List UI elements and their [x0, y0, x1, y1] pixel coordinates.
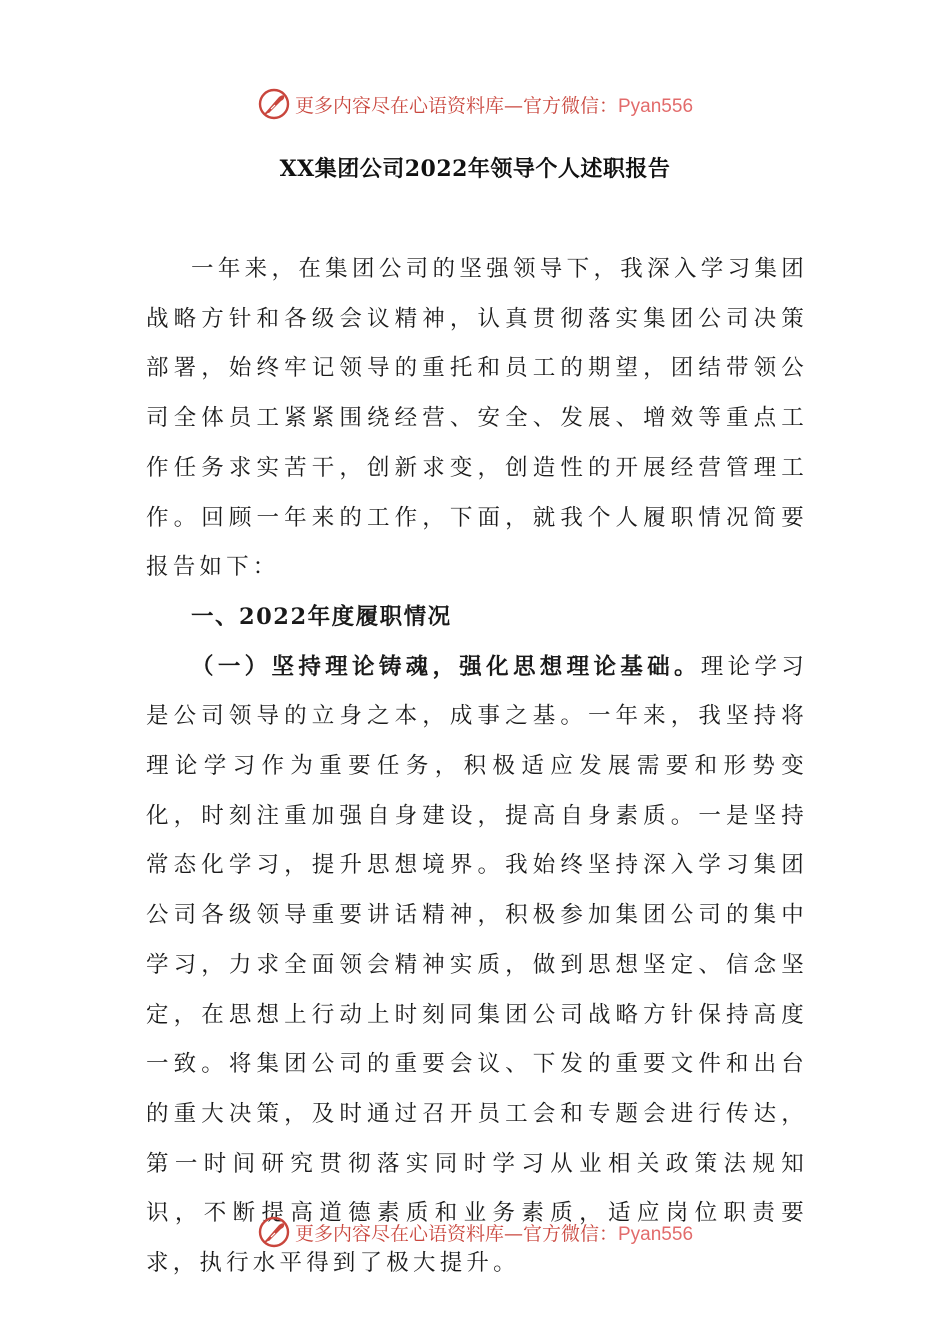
footer-watermark-banner: [0, 1212, 950, 1252]
intro-paragraph: 一年来，在集团公司的坚强领导下，我深入学习集团战略方针和各级会议精神，认真贯彻落实集团公司决策部署，始终牢记领导的重托和员工的期望，团结带领公司全体员工紧紧围绕经营、安全、发展、增效等重点工作任务求实苦干，创新求变，创造性的开展经营管理工作。回顾一年来的工作，下面，就我个人履职情况简要报告如下：: [146, 256, 808, 581]
header-watermark-banner: [0, 84, 950, 124]
document-body: [146, 245, 808, 1289]
subsection-lead: （一）坚持理论铸魂，强化思想理论基础。: [191, 653, 701, 680]
quill-pen-logo-icon: [257, 87, 291, 121]
quill-pen-logo-icon: [257, 1215, 291, 1249]
document-title: XX集团公司2022年领导个人述职报告: [279, 156, 671, 182]
section-1-paragraph-1: [146, 643, 808, 1289]
section-heading-1: 一、2022年度履职情况: [191, 603, 452, 630]
footer-watermark-text: 更多内容尽在心语资料库—官方微信：Pyan556: [294, 1222, 694, 1245]
header-watermark-text: 更多内容尽在心语资料库—官方微信：Pyan556: [294, 94, 694, 117]
subsection-body: 理论学习是公司领导的立身之本，成事之基。一年来，我坚持将理论学习作为重要任务，积极适应发展需要和形势变化，时刻注重加强自身建设，提高自身素质。一是坚持常态化学习，提升思想境界。我始终坚持深入学习集团公司各级领导重要讲话精神，积极参加集团公司的集中学习，力求全面领会精神实质，做到思想坚定、信念坚定，在思想上行动上时刻同集团公司战略方针保持高度一致。将集团公司的重要会议、下发的重要文件和出台的重大决策，及时通过召开员工会和专题会进行传达，第一时间研究贯彻落实同时学习从业相关政策法规知识，不断提高道德素质和业务素质，适应岗位职责要求，执行水平得到了极大提升。: [146, 653, 808, 1277]
